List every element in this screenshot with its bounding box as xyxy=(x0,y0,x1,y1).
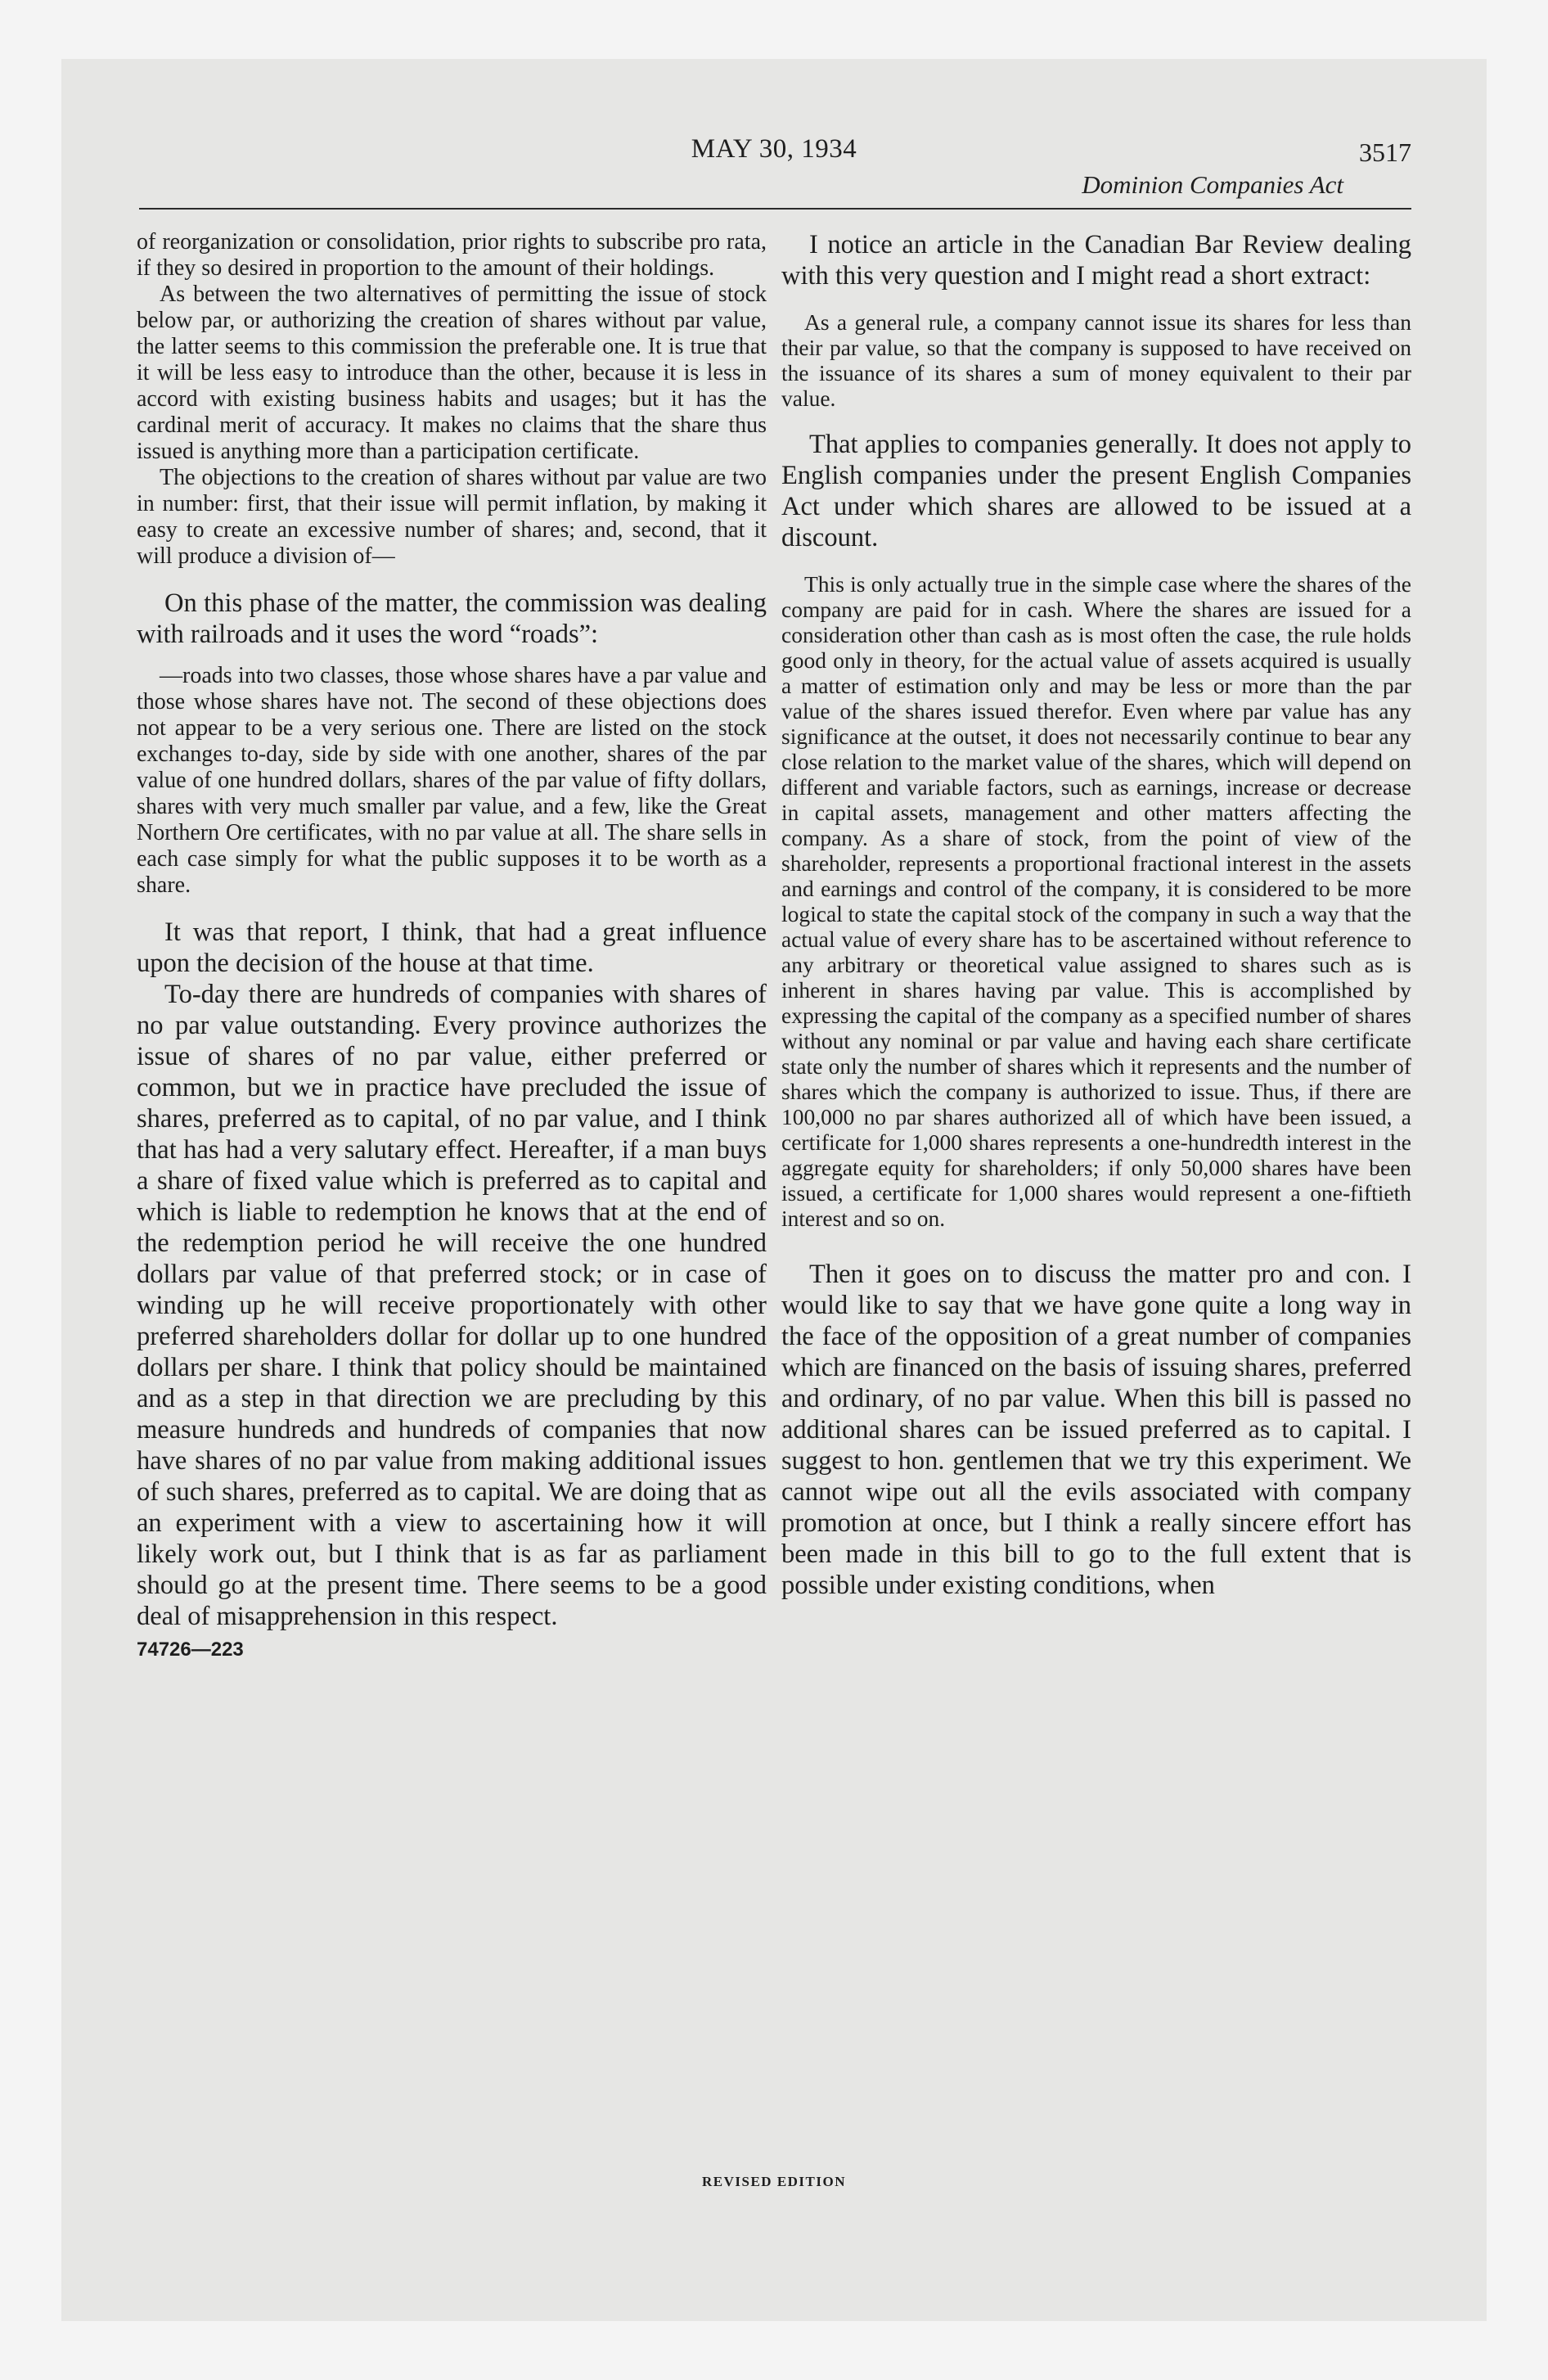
act-title: Dominion Companies Act xyxy=(1082,170,1343,199)
left-paragraph-7: To-day there are hundreds of companies with shares of no par value outstanding. Every province authorizes the issue of shares of no par value, either preferred or common, but we in practice have precluded the issue of shares, preferred as to capital, of no par value, and I think that has had a very salutary effect. Hereafter, if a man buys a share of fixed value which is preferred as to capital and which is liable to redemption he knows that at the end of the redemption period he will receive the one hundred dollars par value of that preferred stock; or in case of winding up he will receive proportionately with other preferred shareholders dollar for dollar up to one hundred dollars per share. I think that policy should be maintained and as a step in that direction we are precluding by this measure hundreds and hundreds of companies that now have shares of no par value from making additional issues of such shares, preferred as to capital. We are doing that as an experiment with a view to ascertaining how it will likely work out, but I think that is as far as parliament should go at the present time. There seems to be a good deal of misapprehension in this respect. xyxy=(137,980,767,1631)
right-quote-1: As a general rule, a company cannot issue its shares for less than their par value, so that the company is supposed to have received on the issuance of its shares a sum of money equivalent to their par value. xyxy=(781,309,1411,411)
left-paragraph-3: The objections to the creation of shares without par value are two in number: first, that their issue will permit inflation, by making it easy to create an excessive number of shares; and, second, that it will produce a division of— xyxy=(137,465,767,569)
right-paragraph-3: Then it goes on to discuss the matter pro and con. I would like to say that we have gone quite a long way in the face of the opposition of a great number of companies which are financed on the basis of issuing shares, preferred and ordinary, of no par value. When this bill is passed no additional shares can be issued preferred as to capital. I suggest to hon. gentlemen that we try this experiment. We cannot wipe out all the evils associated with company promotion at once, but I think a really sincere effort has been made in this bill to go to the full extent that is possible under existing conditions, when xyxy=(781,1260,1411,1600)
right-paragraph-2: That applies to companies generally. It does not apply to English companies under the present English Companies Act under which shares are allowed to be issued at a discount. xyxy=(781,430,1411,552)
page-date: MAY 30, 1934 xyxy=(691,134,857,164)
left-paragraph-5: —roads into two classes, those whose shares have a par value and those whose shares have not. The second of these objections does not appear to be a very serious one. There are listed on the stock exchanges to-day, side by side with one another, shares of the par value of one hundred dollars, shares of the par value of fifty dollars, shares with very much smaller par value, and a few, like the Great Northern Ore certificates, with no par value at all. The share sells in each case simply for what the public supposes it to be worth as a share. xyxy=(137,663,767,898)
left-paragraph-6: It was that report, I think, that had a great influence upon the decision of the house at that time. xyxy=(137,917,767,978)
header-rule xyxy=(139,208,1411,210)
left-column xyxy=(137,229,767,1661)
left-paragraph-1: of reorganization or consolidation, prior rights to subscribe pro rata, if they so desired in proportion to the amount of their holdings. xyxy=(137,229,767,281)
right-paragraph-1: I notice an article in the Canadian Bar Review dealing with this very question and I might read a short extract: xyxy=(781,230,1411,291)
left-paragraph-4: On this phase of the matter, the commission was dealing with railroads and it uses the word “roads”: xyxy=(137,588,767,649)
running-head xyxy=(61,134,1487,208)
edition-footer: REVISED EDITION xyxy=(701,2174,846,2189)
page-number: 3517 xyxy=(1359,137,1411,167)
page-sheet xyxy=(61,59,1487,2321)
left-paragraph-2: As between the two alternatives of permitting the issue of stock below par, or authorizing the creation of shares without par value, the latter seems to this commission the preferable one. It is true that it will be less easy to introduce than the other, because it is less in accord with existing business habits and usages; but it has the cardinal merit of accuracy. It makes no claims that the share thus issued is anything more than a participation certificate. xyxy=(137,282,767,464)
right-quote-2: This is only actually true in the simple case where the shares of the company are paid for in cash. Where the shares are issued for a consideration other than cash as is most often the case, the rule holds good only in theory, for the actual value of assets acquired is usually a matter of estimation only and may be less or more than the par value of the shares issued therefor. Even where par value has any significance at the outset, it does not necessarily continue to bear any close relation to the market value of the shares, which will depend on different and variable factors, such as earnings, increase or decrease in capital assets, management and other matters affecting the company. As a share of stock, from the point of view of the shareholder, represents a proportional fractional interest in the assets and earnings and control of the company, it is considered to be more logical to state the capital stock of the company in such a way that the actual value of every share has to be ascertained without reference to any arbitrary or theoretical value assigned to shares such as is inherent in shares having par value. This is accomplished by expressing the capital of the company as a specified number of shares without any nominal or par value and having each share certificate state only the number of shares which it represents and the number of shares which the company is authorized to issue. Thus, if there are 100,000 no par shares authorized all of which have been issued, a certificate for 1,000 shares represents a one-hundredth interest in the aggregate equity for shareholders; if only 50,000 shares have been issued, a certificate for 1,000 shares would represent a one-fiftieth interest and so on. xyxy=(781,571,1411,1231)
right-column xyxy=(781,229,1411,1601)
print-code: 74726—223 xyxy=(137,1639,244,1661)
